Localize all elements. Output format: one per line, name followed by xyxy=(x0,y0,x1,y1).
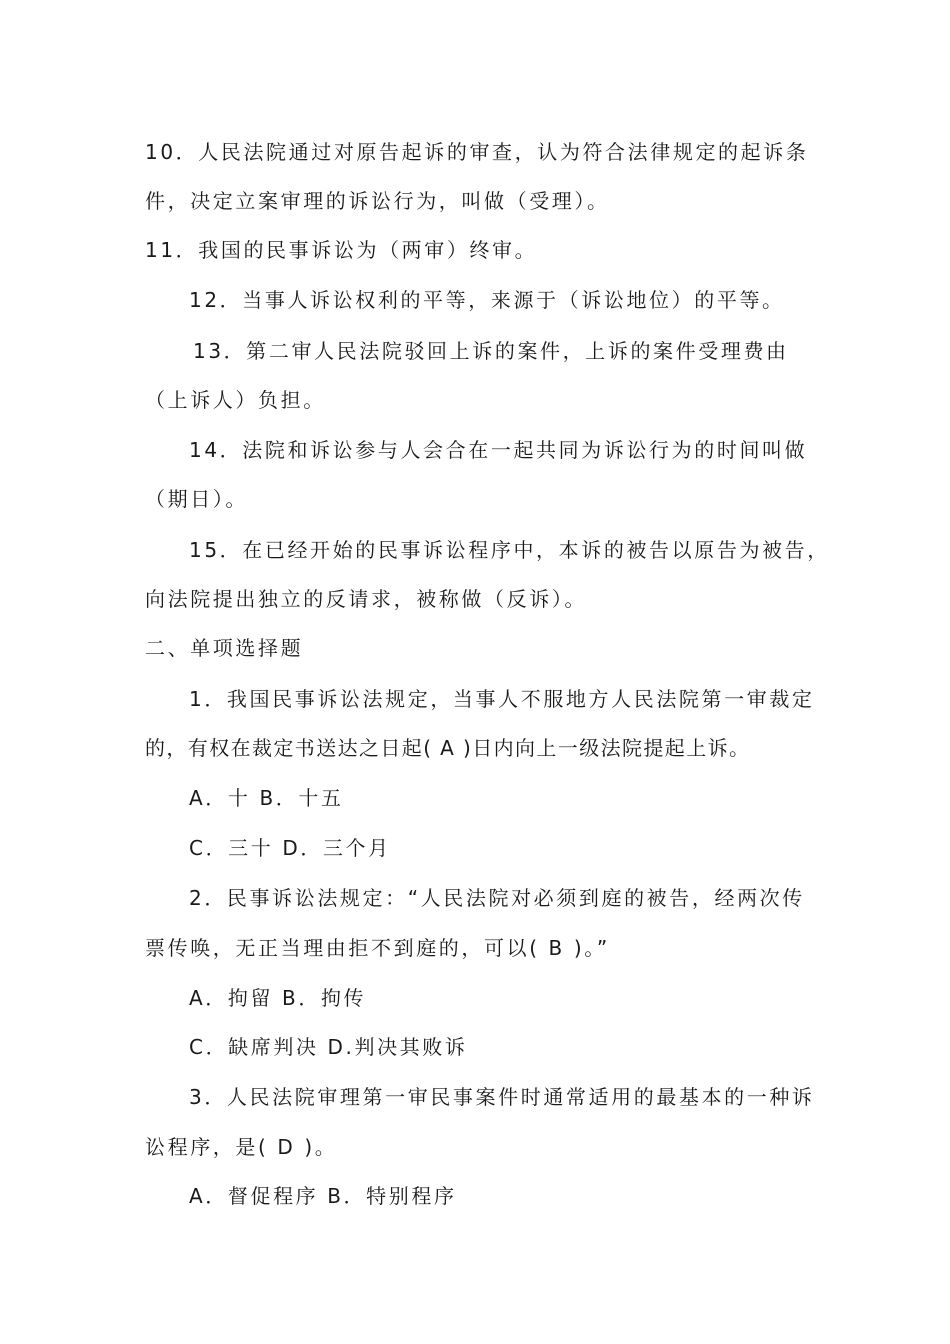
mc1-options-cd: C．三十 D．三个月 xyxy=(189,836,391,860)
mc1-options-ab: A．十 B．十五 xyxy=(189,786,344,810)
section-heading: 二、单项选择题 xyxy=(145,636,304,660)
q11-line: 11．我国的民事诉讼为（两审）终审。 xyxy=(145,238,538,262)
q13-line-1: 13．第二审人民法院驳回上诉的案件，上诉的案件受理费由 xyxy=(193,339,789,363)
q10-line-1: 10．人民法院通过对原告起诉的审查，认为符合法律规定的起诉条 xyxy=(145,140,809,164)
mc2-options-cd: C．缺席判决 D.判决其败诉 xyxy=(189,1035,468,1059)
q15-line-1: 15．在已经开始的民事诉讼程序中，本诉的被告以原告为被告， xyxy=(189,538,830,562)
q14-line-1: 14．法院和诉讼参与人会合在一起共同为诉讼行为的时间叫做 xyxy=(189,438,808,462)
mc2-line-2: 票传唤，无正当理由拒不到庭的，可以( B )。” xyxy=(145,936,610,960)
mc3-line-2: 讼程序，是( D )。 xyxy=(145,1135,338,1159)
q10-line-2: 件，决定立案审理的诉讼行为，叫做（受理）。 xyxy=(145,189,610,213)
q13-line-2: （上诉人）负担。 xyxy=(145,388,326,412)
q15-line-2: 向法院提出独立的反请求，被称做（反诉）。 xyxy=(145,587,587,611)
mc1-line-1: 1．我国民事诉讼法规定，当事人不服地方人民法院第一审裁定 xyxy=(189,687,815,711)
q12-line: 12．当事人诉讼权利的平等，来源于（诉讼地位）的平等。 xyxy=(189,288,785,312)
mc2-options-ab: A．拘留 B．拘传 xyxy=(189,986,367,1010)
mc3-line-1: 3．人民法院审理第一审民事案件时通常适用的最基本的一种诉 xyxy=(189,1085,815,1109)
mc2-line-1: 2．民事诉讼法规定：“人民法院对必须到庭的被告，经两次传 xyxy=(189,886,805,910)
mc3-options-ab: A．督促程序 B．特别程序 xyxy=(189,1184,457,1208)
q14-line-2: （期日）。 xyxy=(145,487,248,511)
mc1-line-2: 的，有权在裁定书送达之日起( A )日内向上一级法院提起上诉。 xyxy=(145,736,751,760)
